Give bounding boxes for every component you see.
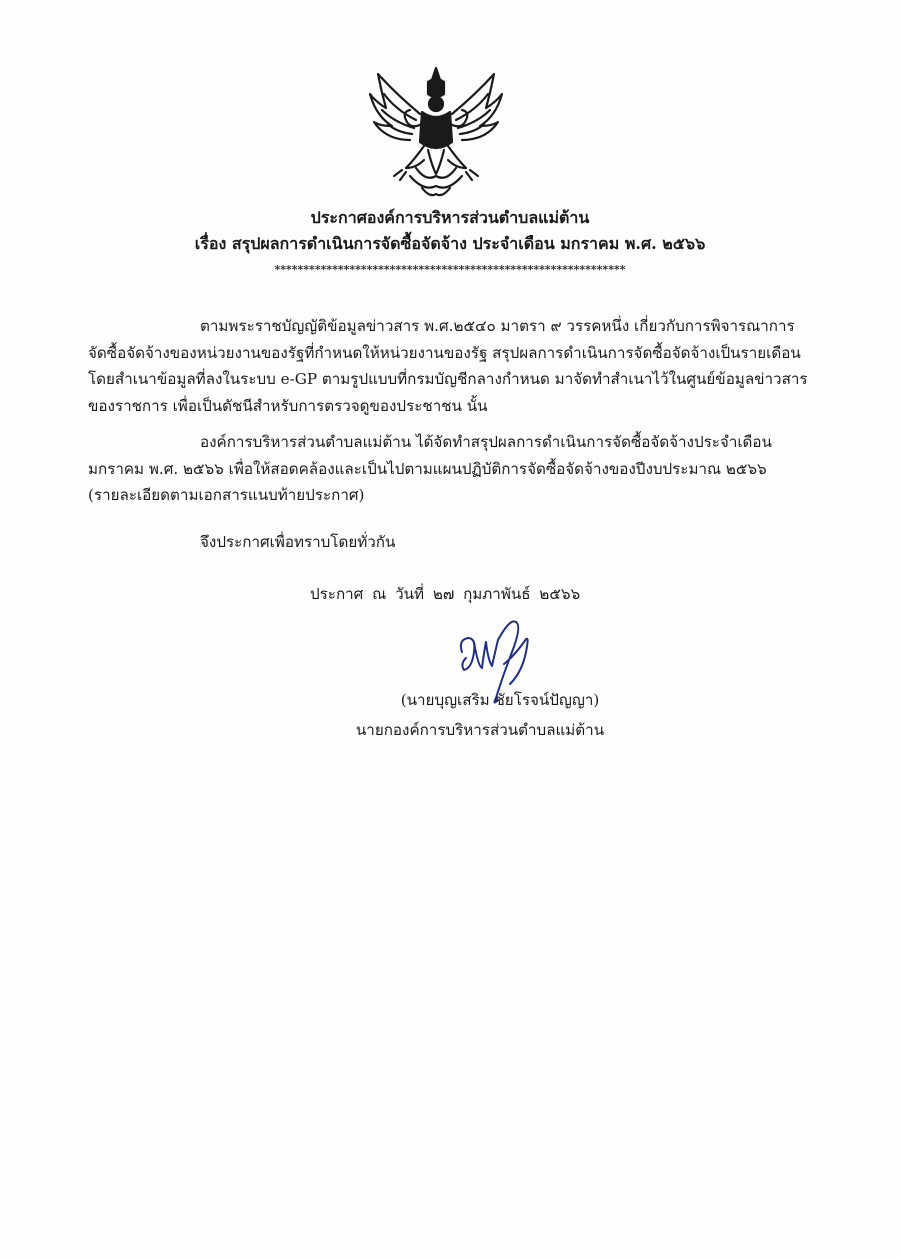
paragraph-line: โดยสำเนาข้อมูลที่ลงในระบบ e-GP ตามรูปแบบที่กรมบัญชีกลางกำหนด มาจัดทำสำเนาไว้ในศูนย์ข้อมูลข่าวสาร <box>88 370 808 388</box>
paragraph-line: มกราคม พ.ศ. ๒๕๖๖ เพื่อให้สอดคล้องและเป็นไปตามแผนปฏิบัติการจัดซื้อจัดจ้างของปีงบประมาณ ๒๕๖๖ <box>88 459 767 478</box>
paragraph-line: องค์การบริหารส่วนตำบลแม่ต้าน ได้จัดทำสรุปผลการดำเนินการจัดซื้อจัดจ้างประจำเดือน <box>200 433 772 451</box>
paragraph-line: (รายละเอียดตามเอกสารแนบท้ายประกาศ) <box>88 486 365 504</box>
separator-line: ************************************************************* <box>274 263 626 276</box>
signatory-position: นายกองค์การบริหารส่วนตำบลแม่ต้าน <box>355 721 605 739</box>
announcement-heading <box>180 205 720 257</box>
paragraph-summary <box>88 429 808 509</box>
paragraph-line: จัดซื้อจัดจ้างของหน่วยงานของรัฐที่กำหนดให้หน่วยงานของรัฐ สรุปผลการดำเนินการจัดซื้อจัดจ้างเป็นรายเดือน <box>88 343 801 362</box>
paragraph-legal-basis <box>88 313 808 419</box>
paragraph-line: ตามพระราชบัญญัติข้อมูลข่าวสาร พ.ศ.๒๕๔๐ มาตรา ๙ วรรคหนึ่ง เกี่ยวกับการพิจารณาการ <box>200 317 795 335</box>
paragraph-line: ของราชการ เพื่อเป็นดัชนีสำหรับการตรวจดูของประชาชน นั้น <box>88 396 488 415</box>
signatory-name: (นายบุญเสริม ชัยโรจน์ปัญญา) <box>400 691 600 709</box>
garuda-emblem-icon <box>366 64 506 200</box>
announcement-subject: เรื่อง สรุปผลการดำเนินการจัดซื้อจัดจ้าง ประจำเดือน มกราคม พ.ศ. ๒๕๖๖ <box>194 234 706 253</box>
announcement-title: ประกาศองค์การบริหารส่วนตำบลแม่ต้าน <box>310 208 590 227</box>
announcement-date: ประกาศ ณ วันที่ ๒๗ กุมภาพันธ์ ๒๕๖๖ <box>310 585 581 603</box>
closing-statement: จึงประกาศเพื่อทราบโดยทั่วกัน <box>200 533 396 551</box>
